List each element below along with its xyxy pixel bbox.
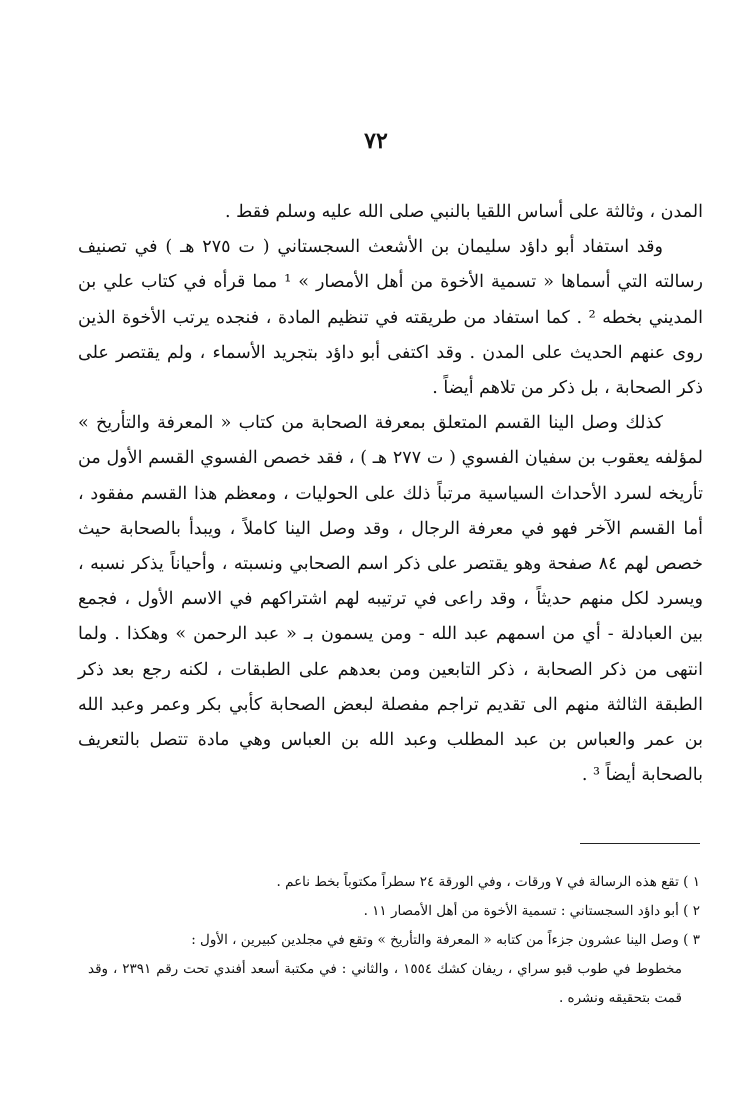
paragraph: وقد استفاد أبو داؤد سليمان بن الأشعث السجستاني ( ت ٢٧٥ هـ ) في تصنيف رسالته التي أسماها « تسمية الأخوة من أهل الأمصار » ¹ مما قرأه في كتاب علي بن المديني بخطه ² . كما استفاد من طريقته في تنظيم المادة ، فنجده يرتب الأخوة الذين روى عنهم الحديث على المدن . وقد اكتفى أبو داؤد بتجريد الأسماء ، ولم يقتصر على ذكر الصحابة ، بل ذكر من تلاهم أيضاً .: [78, 237, 703, 399]
main-text: [78, 195, 703, 793]
paragraph: المدن ، وثالثة على أساس اللقيا بالنبي صلى الله عليه وسلم فقط .: [224, 202, 703, 222]
footnotes: [88, 868, 700, 1013]
page-number: ٧٢: [364, 128, 388, 154]
paragraph: كذلك وصل الينا القسم المتعلق بمعرفة الصحابة من كتاب « المعرفة والتأريخ » لمؤلفه يعقوب بن سفيان الفسوي ( ت ٢٧٧ هـ ) ، فقد خصص الفسوي القسم الأول من تأريخه لسرد الأحداث السياسية مرتباً ذلك على الحوليات ، ومعظم هذا القسم مفقود ، أما القسم الآخر فهو في معرفة الرجال ، وقد وصل الينا كاملاً ، ويبدأ بالصحابة حيث خصص لهم ٨٤ صفحة وهو يقتصر على ذكر اسم الصحابي ونسبته ، وأحياناً يذكر نسبه ، ويسرد لكل منهم حديثاً ، وقد راعى في ترتيبه لهم اشتراكهم في الاسم الأول ، فجمع بين العبادلة - أي من اسمهم عبد الله - ومن يسمون بـ « عبد الرحمن » وهكذا . ولما انتهى من ذكر الصحابة ، ذكر التابعين ومن بعدهم على الطبقات ، لكنه رجع بعد ذكر الطبقة الثالثة منهم الى تقديم تراجم مفصلة لبعض الصحابة كأبي بكر وعمر وعبد الله بن عمر والعباس بن عبد المطلب وعبد الله بن العباس وهي مادة تتصل بالتعريف بالصحابة أيضاً ³ .: [78, 413, 704, 786]
footnote: ٢ ) أبو داؤد السجستاني : تسمية الأخوة من أهل الأمصار ١١ .: [363, 903, 700, 919]
footnote: ٣ ) وصل الينا عشرون جزءاً من كتابه « المعرفة والتأريخ » وتقع في مجلدين كبيرين ، الأول :: [191, 932, 700, 948]
footnote: ١ ) تقع هذه الرسالة في ٧ ورقات ، وفي الورقة ٢٤ سطراً مكتوباً بخط ناعم .: [276, 874, 700, 890]
footnote-continuation: مخطوط في طوب قبو سراي ، ريفان كشك ١٥٥٤ ، والثاني : في مكتبة أسعد أفندي تحت رقم ٢٣٩١ ، وقد قمت بتحقيقه ونشره .: [88, 961, 682, 1006]
footnote-divider: [580, 843, 700, 844]
